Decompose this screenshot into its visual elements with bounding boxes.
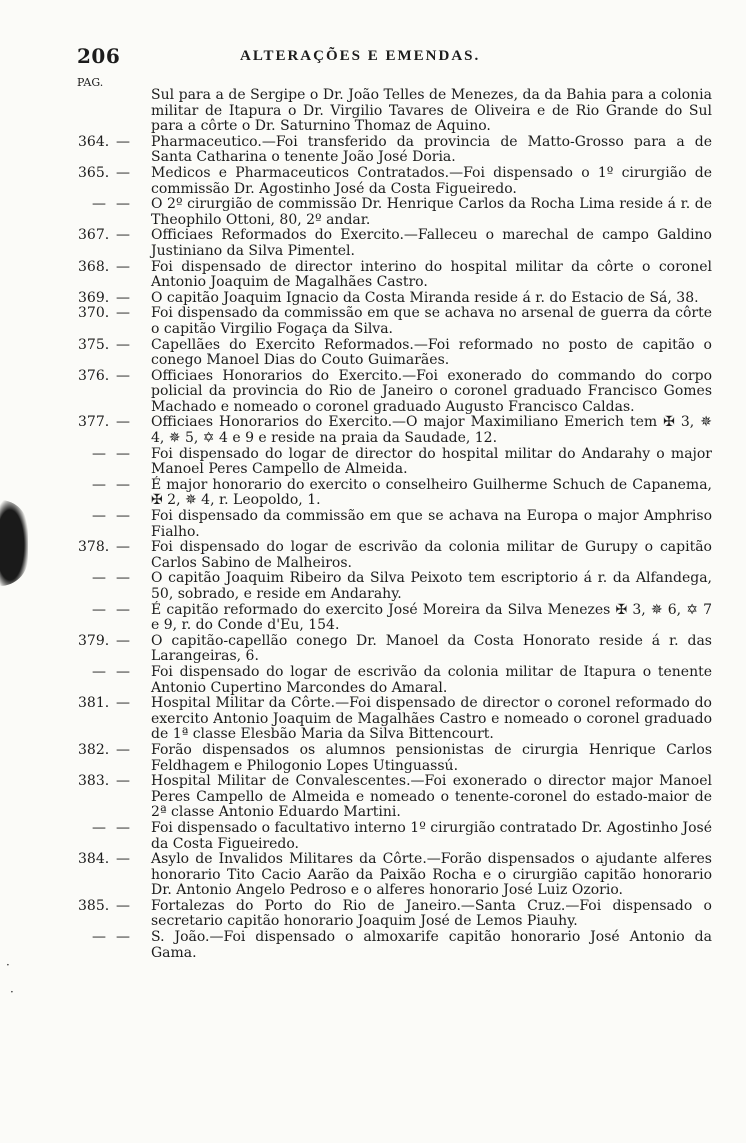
entry-text: O capitão Joaquim Ignacio da Costa Miranda reside á r. do Estacio de Sá, 38. <box>151 289 699 306</box>
entry-text: Sul para a de Sergipe o Dr. João Telles de Menezes, da da Bahia para a colonia militar de Itapura o Dr. Virgilio Tavares de Oliveira e de Rio Grande do Sul para a côrte o Dr. Saturnino Thomaz de Aquino. <box>151 87 712 135</box>
entry-dash: — <box>116 539 130 556</box>
list-item <box>78 88 712 135</box>
entry-text: É major honorario do exercito o conselheiro Guilherme Schuch de Capanema, ✠ 2, ✵ 4, r. Leopoldo, 1. <box>151 476 712 509</box>
entry-text: Medicos e Pharmaceuticos Contratados.—Foi dispensado o 1º cirurgião de commissão Dr. Agostinho José da Costa Figueiredo. <box>151 164 712 197</box>
entry-number: 378. <box>78 539 110 556</box>
entry-text: Officiaes Honorarios do Exercito.—Foi exonerado do commando do corpo policial da provincia do Rio de Janeiro o coronel graduado Francisco Gomes Machado e nomeado o coronel graduado Augusto Francisco Caldas. <box>151 367 712 415</box>
entry-text: Foi dispensado de director interino do hospital militar da côrte o coronel Antonio Joaquim de Magalhães Castro. <box>151 258 712 291</box>
list-item <box>78 696 712 743</box>
entry-number: 379. <box>78 632 110 649</box>
entry-text: Pharmaceutico.—Foi transferido da provincia de Matto-Grosso para a de Santa Catharina o tenente João José Doria. <box>151 133 712 166</box>
list-item <box>78 291 712 307</box>
list-item <box>78 447 712 478</box>
list-item <box>78 306 712 337</box>
list-item <box>78 509 712 540</box>
entry-text: Hospital Militar da Côrte.—Foi dispensado de director o coronel reformado do exercito Antonio Joaquim de Magalhães Castro e nomeado o coronel graduado de 1ª classe Elesbão Maria da Silva Bittencourt. <box>151 695 712 743</box>
entry-dash: — <box>116 445 130 462</box>
list-item <box>78 603 712 634</box>
entry-number: 384. <box>78 851 110 868</box>
entry-text: Officiaes Honorarios do Exercito.—O major Maximiliano Emerich tem ✠ 3, ✵ 4, ✵ 5, ✡ 4 e 9 e reside na praia da Saudade, 12. <box>151 414 712 447</box>
entry-number: 382. <box>78 741 110 758</box>
list-item <box>78 338 712 369</box>
entry-number: — <box>92 570 106 587</box>
entry-dash: — <box>116 819 130 836</box>
entry-dash: — <box>116 414 130 431</box>
entry-number: 365. <box>78 164 110 181</box>
list-item <box>78 197 712 228</box>
page-number: 206 <box>77 44 121 68</box>
list-item <box>78 369 712 416</box>
entry-dash: — <box>116 367 130 384</box>
entry-number: 364. <box>78 133 110 150</box>
entry-text: Fortalezas do Porto do Rio de Janeiro.—Santa Cruz.—Foi dispensado o secretario capitão honorario Joaquim José de Lemos Piauhy. <box>151 897 712 930</box>
entry-text: Foi dispensado do logar de escrivão da colonia militar de Gurupy o capitão Carlos Sabino de Malheiros. <box>151 539 712 571</box>
entry-text: O capitão-capellão conego Dr. Manoel da Costa Honorato reside á r. das Larangeiras, 6. <box>151 632 712 665</box>
list-item <box>78 166 712 197</box>
entry-text: Foi dispensado do logar de director do hospital militar do Andarahy o major Manoel Peres Campello de Almeida. <box>151 445 712 478</box>
entry-number: — <box>92 819 106 836</box>
entry-dash: — <box>116 336 130 353</box>
entry-number: 367. <box>78 227 110 244</box>
ink-blot <box>0 500 28 586</box>
entry-dash: — <box>116 851 130 868</box>
list-item <box>78 852 712 899</box>
list-item <box>78 774 712 821</box>
list-item <box>78 228 712 259</box>
entry-dash: — <box>116 570 130 587</box>
entry-dash: — <box>116 476 130 493</box>
entry-number: 385. <box>78 897 110 914</box>
list-item <box>78 899 712 930</box>
entry-number: — <box>92 601 106 618</box>
entry-dash: — <box>116 164 130 181</box>
entry-number: 383. <box>78 773 110 790</box>
entry-text: O capitão Joaquim Ribeiro da Silva Peixoto tem escriptorio á r. da Alfandega, 50, sobrado, e reside em Andarahy. <box>151 570 712 602</box>
entry-text: É capitão reformado do exercito José Moreira da Silva Menezes ✠ 3, ✵ 6, ✡ 7 e 9, r. do Conde d'Eu, 154. <box>151 601 712 634</box>
entry-text: Asylo de Invalidos Militares da Côrte.—Forão dispensados o ajudante alferes honorario Tito Cacio Aarão da Paixão Rocha e o cirurgião capitão honorario Dr. Antonio Angelo Pedroso e o alferes honorario José Luiz Ozorio. <box>151 851 712 899</box>
entry-dash: — <box>116 663 130 680</box>
list-item <box>78 478 712 509</box>
entry-number: 375. <box>78 336 110 353</box>
entry-number: 381. <box>78 695 110 712</box>
entry-dash: — <box>116 196 130 213</box>
entry-dash: — <box>116 773 130 790</box>
list-item <box>78 634 712 665</box>
entry-text: Officiaes Reformados do Exercito.—Falleceu o marechal de campo Galdino Justiniano da Silva Pimentel. <box>151 227 712 259</box>
entry-number: 369. <box>78 289 110 306</box>
margin-mark: · <box>10 985 14 999</box>
entry-dash: — <box>116 305 130 322</box>
entry-text: Foi dispensado do logar de escrivão da colonia militar de Itapura o tenente Antonio Cupertino Marcondes do Amaral. <box>151 663 712 696</box>
entry-text: S. João.—Foi dispensado o almoxarife capitão honorario José Antonio da Gama. <box>151 929 712 961</box>
entry-number: — <box>92 508 106 525</box>
list-item <box>78 571 712 602</box>
entry-dash: — <box>116 227 130 244</box>
list-item <box>78 665 712 696</box>
entry-number: — <box>92 929 106 946</box>
entry-dash: — <box>116 289 130 306</box>
entry-dash: — <box>116 695 130 712</box>
entries-list <box>78 88 712 961</box>
entry-text: Foi dispensado o facultativo interno 1º cirurgião contratado Dr. Agostinho José da Costa Figueiredo. <box>151 819 712 852</box>
entry-number: — <box>92 476 106 493</box>
entry-number: 368. <box>78 258 110 275</box>
entry-text: Forão dispensados os alumnos pensionistas de cirurgia Henrique Carlos Feldhagem e Philogonio Lopes Utinguassú. <box>151 741 712 774</box>
list-item <box>78 743 712 774</box>
list-item <box>78 260 712 291</box>
list-item <box>78 821 712 852</box>
entry-number: 376. <box>78 367 110 384</box>
entry-dash: — <box>116 632 130 649</box>
entry-text: Foi dispensado da commissão em que se achava na Europa o major Amphriso Fialho. <box>151 508 712 540</box>
entry-dash: — <box>116 258 130 275</box>
list-item <box>78 930 712 961</box>
entry-text: Hospital Militar de Convalescentes.—Foi exonerado o director major Manoel Peres Campello de Almeida e nomeado o tenente-coronel do estado-maior de 2ª classe Antonio Eduardo Martini. <box>151 773 712 821</box>
entry-dash: — <box>116 897 130 914</box>
margin-mark: · <box>6 958 10 972</box>
entry-text: Capellães do Exercito Reformados.—Foi reformado no posto de capitão o conego Manoel Dias do Couto Guimarães. <box>151 336 712 369</box>
list-item <box>78 135 712 166</box>
entry-text: O 2º cirurgião de commissão Dr. Henrique Carlos da Rocha Lima reside á r. de Theophilo Ottoni, 80, 2º andar. <box>151 196 712 228</box>
entry-dash: — <box>116 741 130 758</box>
entry-number: — <box>92 196 106 213</box>
page-title: ALTERAÇÕES E EMENDAS. <box>240 48 481 64</box>
entry-number: 370. <box>78 305 110 322</box>
list-item <box>78 540 712 571</box>
list-item <box>78 415 712 446</box>
entry-number: — <box>92 663 106 680</box>
entry-dash: — <box>116 133 130 150</box>
entry-dash: — <box>116 508 130 525</box>
entry-number: — <box>92 445 106 462</box>
pag-label: PAG. <box>77 76 104 89</box>
entry-text: Foi dispensado da commissão em que se achava no arsenal de guerra da côrte o capitão Virgilio Fogaça da Silva. <box>151 305 712 337</box>
entry-dash: — <box>116 601 130 618</box>
entry-dash: — <box>116 929 130 946</box>
entry-number: 377. <box>78 414 110 431</box>
